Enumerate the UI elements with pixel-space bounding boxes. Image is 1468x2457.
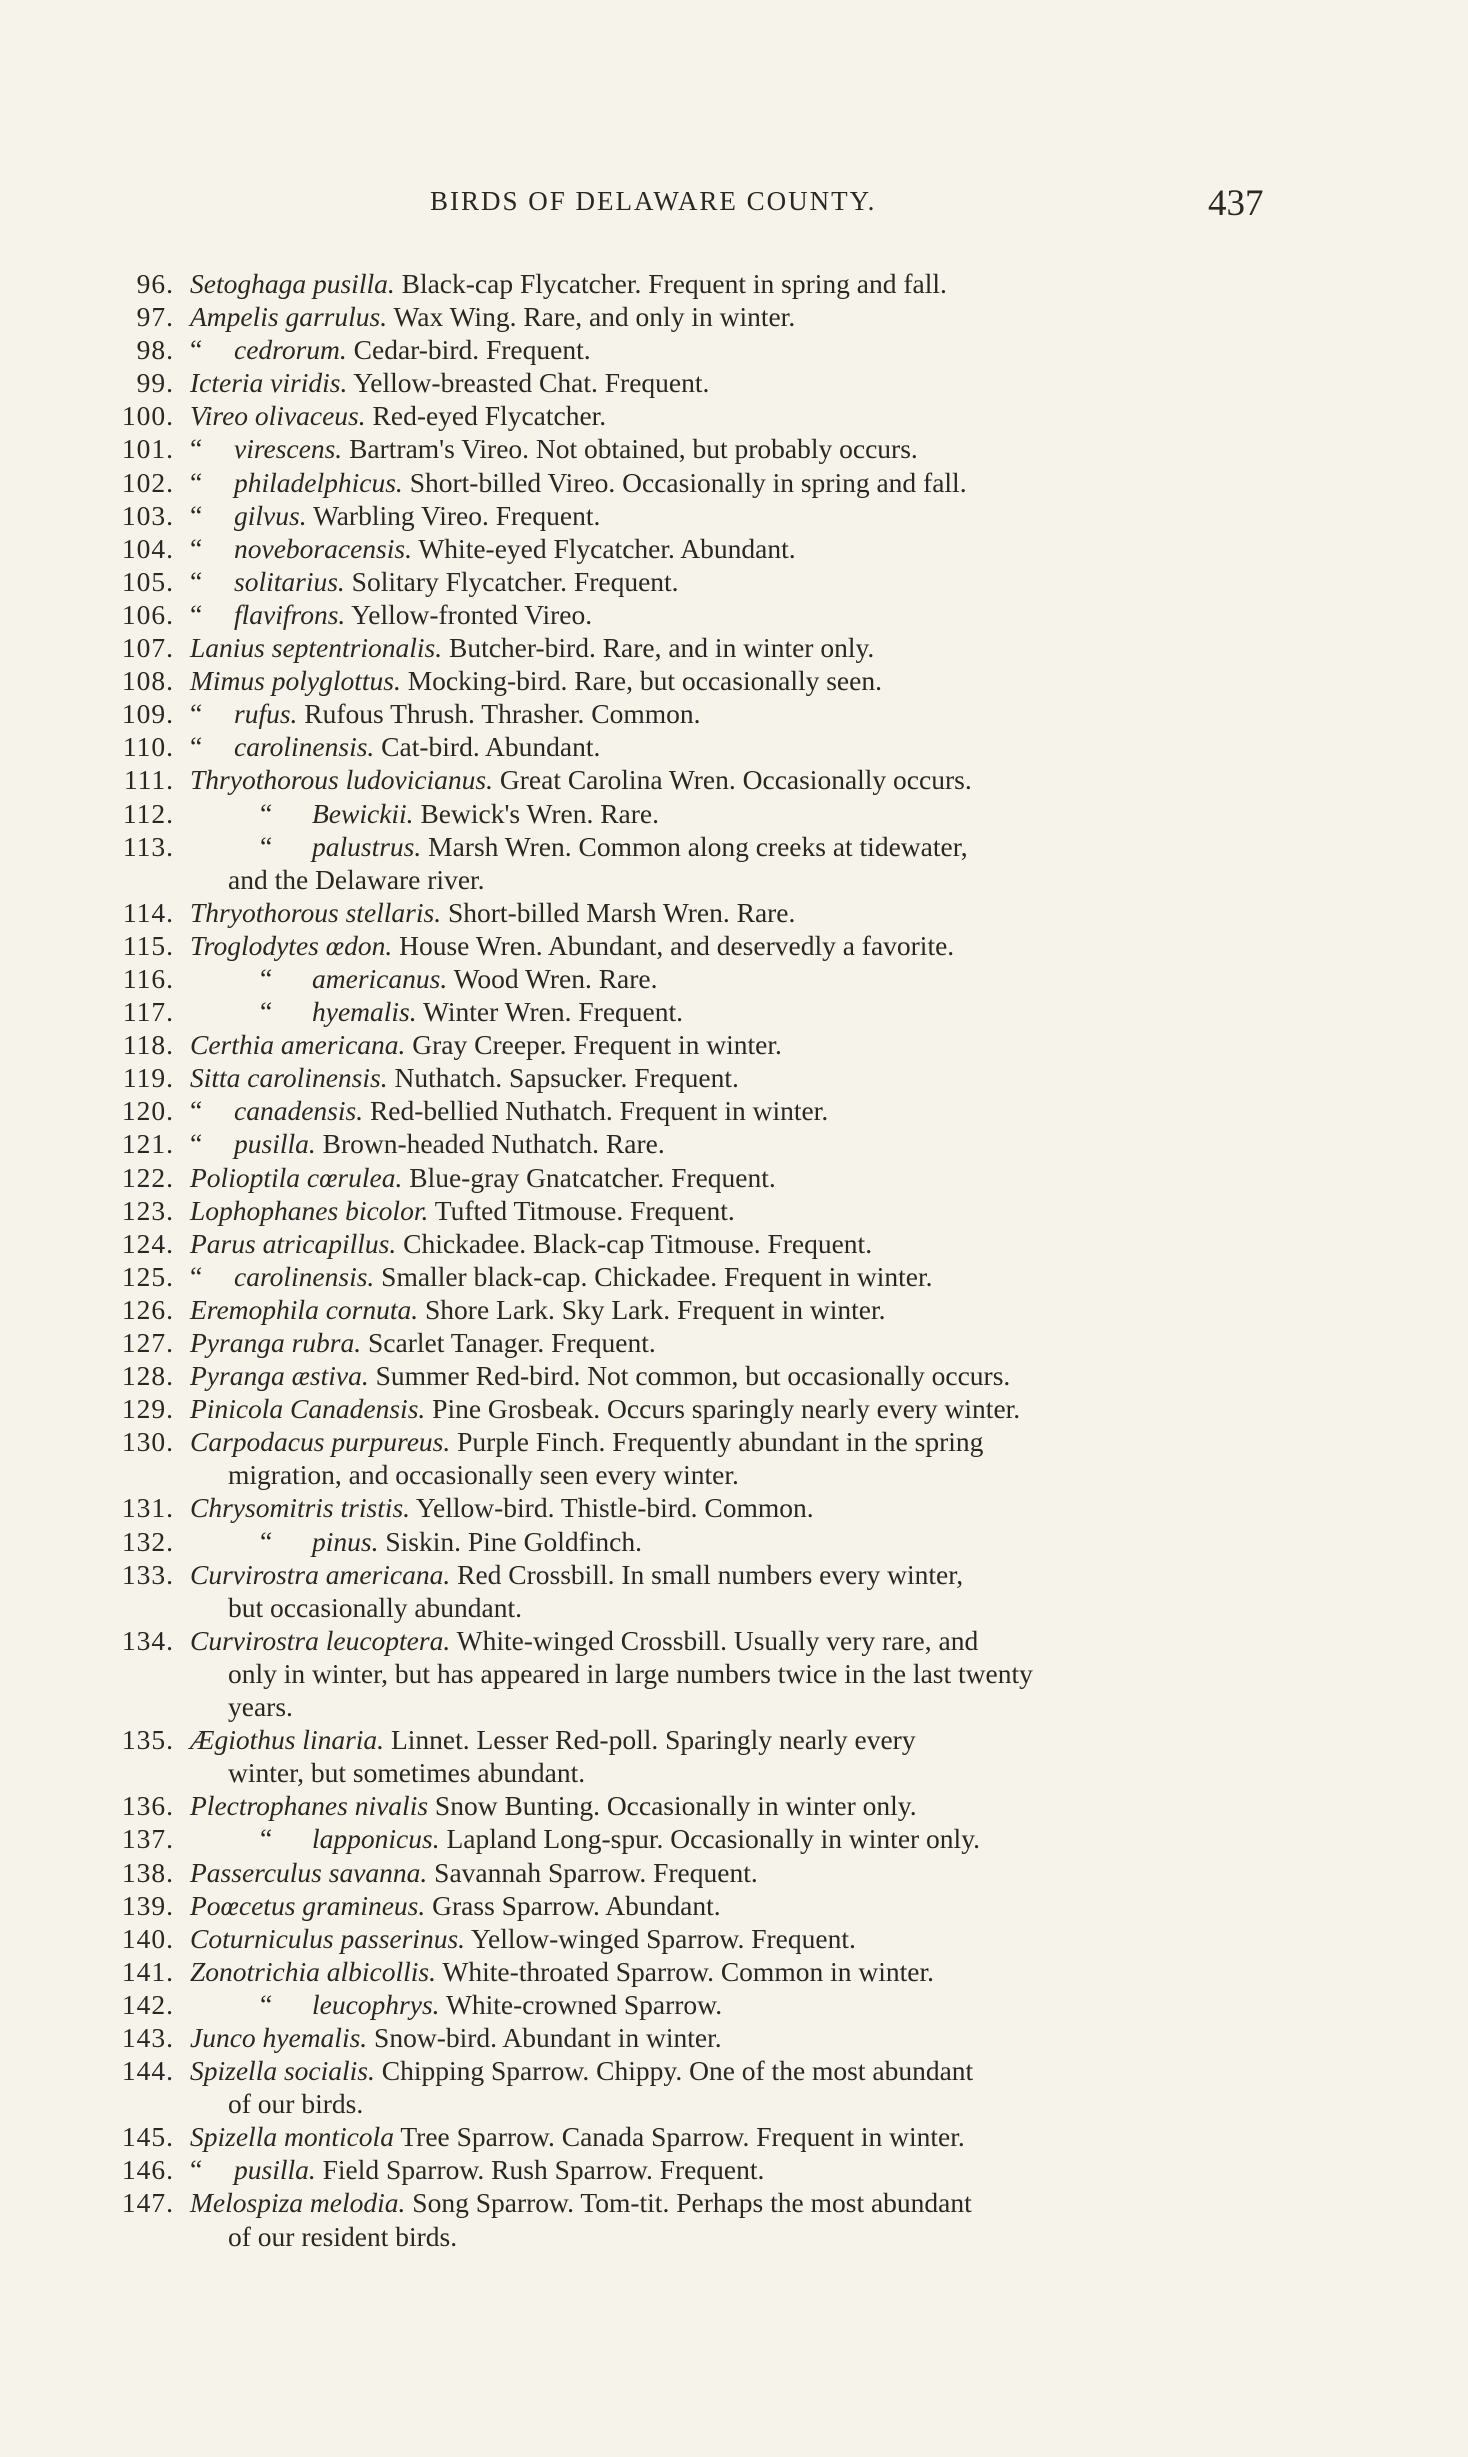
scientific-name: Spizella monticola bbox=[190, 2121, 394, 2153]
common-name-notes: Wax Wing. Rare, and only in winter. bbox=[393, 301, 796, 333]
entry-body bbox=[190, 995, 1275, 1028]
entry-continuation: of our birds. bbox=[228, 2088, 364, 2120]
species-entry bbox=[100, 962, 1275, 995]
entry-body bbox=[190, 763, 1275, 796]
entry-body bbox=[190, 366, 1275, 399]
ditto-mark: “ bbox=[190, 532, 203, 564]
scientific-name: Ægiothus linaria. bbox=[190, 1724, 385, 1756]
species-entry bbox=[100, 399, 1275, 432]
common-name-notes: Field Sparrow. Rush Sparrow. Frequent. bbox=[322, 2154, 765, 2186]
common-name-notes: Nuthatch. Sapsucker. Frequent. bbox=[394, 1062, 739, 1094]
entry-number: 109. bbox=[121, 698, 174, 730]
entry-number: 141. bbox=[121, 1955, 174, 1987]
scientific-name: leucophrys. bbox=[312, 1988, 440, 2020]
entry-body bbox=[190, 1491, 1275, 1524]
entry-number: 117. bbox=[122, 996, 174, 1028]
common-name-notes: Blue-gray Gnatcatcher. Frequent. bbox=[409, 1161, 776, 1193]
common-name-notes: Grass Sparrow. Abundant. bbox=[432, 1889, 721, 1921]
entry-number: 127. bbox=[121, 1327, 174, 1358]
entry-body bbox=[190, 1558, 1275, 1591]
entry-body bbox=[190, 697, 1275, 730]
entry-body bbox=[190, 499, 1275, 532]
common-name-notes: Solitary Flycatcher. Frequent. bbox=[351, 565, 679, 597]
common-name-notes: House Wren. Abundant, and deservedly a favorite. bbox=[399, 929, 955, 961]
scientific-name: lapponicus. bbox=[312, 1823, 440, 1855]
ditto-mark: “ bbox=[190, 565, 203, 597]
entry-number: 122. bbox=[121, 1161, 174, 1193]
species-entry bbox=[100, 532, 1275, 565]
entry-number: 139. bbox=[121, 1889, 174, 1921]
entry-body bbox=[190, 1127, 1275, 1160]
scientific-name: Junco hyemalis. bbox=[190, 2021, 368, 2053]
entry-body bbox=[190, 532, 1275, 565]
common-name-notes: Summer Red-bird. Not common, but occasionally occurs. bbox=[375, 1360, 1011, 1392]
entry-number: 118. bbox=[122, 1029, 174, 1061]
scientific-name: Pyranga æstiva. bbox=[190, 1360, 369, 1392]
scientific-name: gilvus. bbox=[234, 499, 307, 531]
entry-body bbox=[190, 399, 1275, 432]
common-name-notes: Scarlet Tanager. Frequent. bbox=[368, 1327, 656, 1358]
scientific-name: virescens. bbox=[234, 433, 343, 465]
species-entry bbox=[100, 2054, 1275, 2087]
entry-body bbox=[190, 565, 1275, 598]
common-name-notes: Smaller black-cap. Chickadee. Frequent in winter. bbox=[381, 1260, 933, 1292]
species-entry bbox=[100, 499, 1275, 532]
common-name-notes: Gray Creeper. Frequent in winter. bbox=[412, 1029, 782, 1061]
species-entry bbox=[100, 565, 1275, 598]
entry-body bbox=[190, 929, 1275, 962]
entry-number: 115. bbox=[122, 929, 174, 961]
entry-body bbox=[190, 1822, 1275, 1855]
ditto-mark bbox=[190, 797, 312, 830]
scientific-name: noveboracensis. bbox=[234, 532, 412, 564]
entry-body bbox=[190, 1624, 1275, 1657]
common-name-notes: Black-cap Flycatcher. Frequent in spring and fall. bbox=[401, 268, 947, 299]
entry-body bbox=[190, 1260, 1275, 1293]
common-name-notes: Winter Wren. Frequent. bbox=[423, 996, 684, 1028]
ditto-mark: “ bbox=[190, 334, 203, 366]
scientific-name: Curvirostra leucoptera. bbox=[190, 1624, 451, 1656]
ditto-mark-glyph: “ bbox=[260, 797, 273, 829]
ditto-mark-glyph: “ bbox=[260, 996, 273, 1028]
species-entry bbox=[100, 1161, 1275, 1194]
entry-body bbox=[190, 2021, 1275, 2054]
ditto-mark bbox=[190, 1525, 312, 1558]
scientific-name: Zonotrichia albicollis. bbox=[190, 1955, 436, 1987]
species-entry bbox=[100, 995, 1275, 1028]
scientific-name: pinus. bbox=[312, 1525, 379, 1557]
species-entry bbox=[100, 896, 1275, 929]
entry-number: 106. bbox=[121, 598, 174, 630]
entry-body bbox=[190, 1723, 1275, 1756]
entry-number: 136. bbox=[121, 1790, 174, 1822]
scientific-name: Plectrophanes nivalis bbox=[190, 1790, 429, 1822]
common-name-notes: Lapland Long-spur. Occasionally in winter only. bbox=[446, 1823, 981, 1855]
entry-body bbox=[190, 2120, 1275, 2153]
common-name-notes: Chipping Sparrow. Chippy. One of the most abundant bbox=[381, 2055, 974, 2087]
entry-body bbox=[190, 1161, 1275, 1194]
entry-number: 126. bbox=[121, 1293, 174, 1325]
scientific-name: Pyranga rubra. bbox=[190, 1327, 362, 1358]
scientific-name: Thryothorous ludovicianus. bbox=[190, 764, 494, 796]
species-list bbox=[100, 267, 1275, 2253]
entry-number: 140. bbox=[121, 1922, 174, 1954]
common-name-notes: Snow-bird. Abundant in winter. bbox=[374, 2021, 722, 2053]
entry-number: 143. bbox=[121, 2021, 174, 2053]
scientific-name: Thryothorous stellaris. bbox=[190, 896, 442, 928]
common-name-notes: Short-billed Marsh Wren. Rare. bbox=[447, 896, 796, 928]
entry-continuation: migration, and occasionally seen every winter. bbox=[228, 1459, 739, 1491]
species-entry bbox=[100, 333, 1275, 366]
common-name-notes: Short-billed Vireo. Occasionally in spring and fall. bbox=[409, 466, 967, 498]
entry-number: 120. bbox=[121, 1095, 174, 1127]
entry-body bbox=[190, 1028, 1275, 1061]
entry-number: 146. bbox=[121, 2154, 174, 2186]
species-entry bbox=[100, 300, 1275, 333]
scientific-name: Passerculus savanna. bbox=[190, 1856, 428, 1888]
entry-number: 135. bbox=[121, 1724, 174, 1756]
species-entry bbox=[100, 1922, 1275, 1955]
scientific-name: Icteria viridis. bbox=[190, 367, 348, 399]
common-name-notes: Shore Lark. Sky Lark. Frequent in winter. bbox=[425, 1293, 886, 1325]
entry-body bbox=[190, 1525, 1275, 1558]
species-entry bbox=[100, 1856, 1275, 1889]
entry-number: 116. bbox=[122, 962, 174, 994]
common-name-notes: Tufted Titmouse. Frequent. bbox=[434, 1194, 735, 1226]
common-name-notes: Pine Grosbeak. Occurs sparingly nearly every winter. bbox=[432, 1393, 1021, 1425]
entry-number: 142. bbox=[121, 1988, 174, 2020]
entry-number: 137. bbox=[121, 1823, 174, 1855]
species-entry bbox=[100, 1425, 1275, 1458]
common-name-notes: Linnet. Lesser Red-poll. Sparingly nearly every bbox=[390, 1724, 916, 1756]
scientific-name: solitarius. bbox=[234, 565, 345, 597]
entry-number: 144. bbox=[121, 2055, 174, 2087]
entry-number: 133. bbox=[121, 1558, 174, 1590]
scientific-name: Sitta carolinensis. bbox=[190, 1062, 388, 1094]
scientific-name: Polioptila cœrulea. bbox=[190, 1161, 403, 1193]
species-entry bbox=[100, 1061, 1275, 1094]
scientific-name: Parus atricapillus. bbox=[190, 1227, 397, 1259]
scientific-name: rufus. bbox=[234, 698, 298, 730]
species-entry bbox=[100, 1028, 1275, 1061]
common-name-notes: White-crowned Sparrow. bbox=[445, 1988, 723, 2020]
scientific-name: pusilla. bbox=[234, 2154, 316, 2186]
entry-number: 104. bbox=[121, 532, 174, 564]
entry-number: 123. bbox=[121, 1194, 174, 1226]
entry-number: 98. bbox=[136, 334, 174, 366]
entry-body bbox=[190, 1955, 1275, 1988]
common-name-notes: Rufous Thrush. Thrasher. Common. bbox=[304, 698, 701, 730]
entry-body bbox=[190, 1227, 1275, 1260]
scientific-name: Mimus polyglottus. bbox=[190, 665, 401, 697]
species-entry bbox=[100, 466, 1275, 499]
scientific-name: Eremophila cornuta. bbox=[190, 1293, 419, 1325]
entry-body bbox=[190, 1988, 1275, 2021]
common-name-notes: Red-bellied Nuthatch. Frequent in winter. bbox=[369, 1095, 829, 1127]
entry-number: 103. bbox=[121, 499, 174, 531]
entry-number: 138. bbox=[121, 1856, 174, 1888]
entry-number: 99. bbox=[136, 367, 174, 399]
species-entry bbox=[100, 598, 1275, 631]
species-entry bbox=[100, 1227, 1275, 1260]
scientific-name: Chrysomitris tristis. bbox=[190, 1492, 411, 1524]
scientific-name: Bewickii. bbox=[312, 797, 414, 829]
common-name-notes: Snow Bunting. Occasionally in winter only. bbox=[434, 1790, 917, 1822]
scientific-name: Melospiza melodia. bbox=[190, 2187, 406, 2219]
entry-continuation: but occasionally abundant. bbox=[228, 1591, 523, 1623]
entry-body bbox=[190, 631, 1275, 664]
entry-body bbox=[190, 300, 1275, 333]
scientific-name: americanus. bbox=[312, 962, 448, 994]
ditto-mark: “ bbox=[190, 466, 203, 498]
ditto-mark: “ bbox=[190, 598, 203, 630]
ditto-mark: “ bbox=[190, 2154, 203, 2186]
ditto-mark bbox=[190, 1988, 312, 2021]
scientific-name: Spizella socialis. bbox=[190, 2055, 375, 2087]
entry-body bbox=[190, 598, 1275, 631]
entry-body bbox=[190, 797, 1275, 830]
species-entry bbox=[100, 2153, 1275, 2186]
entry-number: 101. bbox=[121, 433, 174, 465]
entry-number: 121. bbox=[121, 1128, 174, 1160]
ditto-mark-glyph: “ bbox=[260, 1525, 273, 1557]
ditto-mark bbox=[190, 962, 312, 995]
common-name-notes: Mocking-bird. Rare, but occasionally seen. bbox=[407, 665, 882, 697]
species-entry bbox=[100, 1558, 1275, 1591]
entry-number: 102. bbox=[121, 466, 174, 498]
entry-continuation: and the Delaware river. bbox=[228, 863, 485, 895]
entry-body bbox=[190, 1293, 1275, 1326]
species-entry bbox=[100, 2186, 1275, 2219]
entry-body bbox=[190, 333, 1275, 366]
entry-body bbox=[190, 267, 1275, 300]
entry-continuation: winter, but sometimes abundant. bbox=[228, 1757, 586, 1789]
common-name-notes: Red Crossbill. In small numbers every winter, bbox=[457, 1558, 964, 1590]
scientific-name: cedrorum. bbox=[234, 334, 347, 366]
common-name-notes: Wood Wren. Rare. bbox=[453, 962, 658, 994]
ditto-mark: “ bbox=[190, 1095, 203, 1127]
common-name-notes: Yellow-fronted Vireo. bbox=[351, 598, 593, 630]
entry-number: 114. bbox=[122, 896, 174, 928]
species-entry bbox=[100, 1127, 1275, 1160]
common-name-notes: Yellow-bird. Thistle-bird. Common. bbox=[415, 1492, 814, 1524]
entry-number: 132. bbox=[121, 1525, 174, 1557]
entry-body bbox=[190, 1789, 1275, 1822]
ditto-mark-glyph: “ bbox=[260, 1823, 273, 1855]
species-entry bbox=[100, 1326, 1275, 1359]
common-name-notes: Bewick's Wren. Rare. bbox=[420, 797, 659, 829]
ditto-mark: “ bbox=[190, 433, 203, 465]
entry-number: 97. bbox=[136, 301, 174, 333]
species-entry bbox=[100, 1789, 1275, 1822]
entry-body bbox=[190, 962, 1275, 995]
species-entry bbox=[100, 1392, 1275, 1425]
entry-body bbox=[190, 2153, 1275, 2186]
common-name-notes: Cedar-bird. Frequent. bbox=[353, 334, 591, 366]
species-entry bbox=[100, 1359, 1275, 1392]
scientific-name: Setoghaga pusilla. bbox=[190, 268, 395, 299]
common-name-notes: Siskin. Pine Goldfinch. bbox=[385, 1525, 643, 1557]
entry-number: 128. bbox=[121, 1360, 174, 1392]
entry-number: 100. bbox=[121, 400, 174, 432]
species-entry bbox=[100, 929, 1275, 962]
running-title: BIRDS OF DELAWARE COUNTY. bbox=[430, 186, 877, 216]
ditto-mark-glyph: “ bbox=[260, 1988, 273, 2020]
entry-number: 119. bbox=[122, 1062, 174, 1094]
species-entry bbox=[100, 1293, 1275, 1326]
species-entry bbox=[100, 2120, 1275, 2153]
entry-body bbox=[190, 2054, 1275, 2087]
species-entry bbox=[100, 1723, 1275, 1756]
species-entry bbox=[100, 763, 1275, 796]
species-entry bbox=[100, 432, 1275, 465]
entry-body bbox=[190, 1194, 1275, 1227]
common-name-notes: Savannah Sparrow. Frequent. bbox=[434, 1856, 758, 1888]
common-name-notes: White-eyed Flycatcher. Abundant. bbox=[418, 532, 796, 564]
entry-body bbox=[190, 2186, 1275, 2219]
ditto-mark: “ bbox=[190, 1128, 203, 1160]
ditto-mark: “ bbox=[190, 1260, 203, 1292]
common-name-notes: White-winged Crossbill. Usually very rare, and bbox=[456, 1624, 979, 1656]
entry-number: 134. bbox=[121, 1624, 174, 1656]
entry-number: 129. bbox=[121, 1393, 174, 1425]
entry-body bbox=[190, 1425, 1275, 1458]
species-entry bbox=[100, 1988, 1275, 2021]
entry-body bbox=[190, 730, 1275, 763]
scientific-name: palustrus. bbox=[312, 830, 422, 862]
species-entry bbox=[100, 366, 1275, 399]
species-entry bbox=[100, 631, 1275, 664]
entry-number: 130. bbox=[121, 1426, 174, 1458]
entry-body bbox=[190, 1922, 1275, 1955]
scientific-name: canadensis. bbox=[234, 1095, 364, 1127]
ditto-mark: “ bbox=[190, 698, 203, 730]
scientific-name: Troglodytes œdon. bbox=[190, 929, 393, 961]
species-entry bbox=[100, 797, 1275, 830]
page-header bbox=[0, 182, 1468, 232]
scientific-name: Carpodacus purpureus. bbox=[190, 1426, 451, 1458]
species-entry bbox=[100, 1525, 1275, 1558]
common-name-notes: Purple Finch. Frequently abundant in the spring bbox=[457, 1426, 984, 1458]
entry-number: 108. bbox=[121, 665, 174, 697]
common-name-notes: Red-eyed Flycatcher. bbox=[372, 400, 607, 432]
entry-number: 105. bbox=[121, 565, 174, 597]
entry-continuation: only in winter, but has appeared in large numbers twice in the last twenty bbox=[228, 1657, 1033, 1689]
entry-number: 110. bbox=[122, 731, 174, 763]
entry-number: 125. bbox=[121, 1260, 174, 1292]
common-name-notes: Warbling Vireo. Frequent. bbox=[312, 499, 601, 531]
common-name-notes: White-throated Sparrow. Common in winter. bbox=[442, 1955, 934, 1987]
scientific-name: Certhia americana. bbox=[190, 1029, 406, 1061]
species-entry bbox=[100, 1624, 1275, 1657]
ditto-mark: “ bbox=[190, 499, 203, 531]
scientific-name: Poœcetus gramineus. bbox=[190, 1889, 426, 1921]
species-entry bbox=[100, 267, 1275, 300]
ditto-mark: “ bbox=[190, 731, 203, 763]
scientific-name: pusilla. bbox=[234, 1128, 316, 1160]
species-entry bbox=[100, 2021, 1275, 2054]
ditto-mark-glyph: “ bbox=[260, 962, 273, 994]
scientific-name: carolinensis. bbox=[234, 1260, 375, 1292]
page-number: 437 bbox=[1208, 183, 1264, 224]
scientific-name: hyemalis. bbox=[312, 996, 417, 1028]
entry-number: 147. bbox=[121, 2187, 174, 2219]
species-entry bbox=[100, 1491, 1275, 1524]
species-entry bbox=[100, 1094, 1275, 1127]
entry-body bbox=[190, 1094, 1275, 1127]
ditto-mark-glyph: “ bbox=[260, 830, 273, 862]
entry-body bbox=[190, 830, 1275, 863]
entry-continuation: of our resident birds. bbox=[228, 2220, 458, 2252]
scientific-name: carolinensis. bbox=[234, 731, 375, 763]
species-entry bbox=[100, 1194, 1275, 1227]
entry-body bbox=[190, 1856, 1275, 1889]
species-entry bbox=[100, 1822, 1275, 1855]
entry-body bbox=[190, 664, 1275, 697]
ditto-mark bbox=[190, 1822, 312, 1855]
species-entry bbox=[100, 730, 1275, 763]
entry-body bbox=[190, 1889, 1275, 1922]
entry-body bbox=[190, 1359, 1275, 1392]
entry-continuation: years. bbox=[228, 1691, 293, 1723]
species-entry bbox=[100, 830, 1275, 863]
common-name-notes: Chickadee. Black-cap Titmouse. Frequent. bbox=[403, 1227, 873, 1259]
common-name-notes: Bartram's Vireo. Not obtained, but probably occurs. bbox=[349, 433, 918, 465]
scientific-name: Coturniculus passerinus. bbox=[190, 1922, 466, 1954]
common-name-notes: Marsh Wren. Common along creeks at tidewater, bbox=[428, 830, 968, 862]
scientific-name: Vireo olivaceus. bbox=[190, 400, 366, 432]
common-name-notes: Cat-bird. Abundant. bbox=[381, 731, 601, 763]
entry-body bbox=[190, 896, 1275, 929]
scientific-name: Lanius septentrionalis. bbox=[190, 632, 443, 664]
common-name-notes: Yellow-breasted Chat. Frequent. bbox=[353, 367, 710, 399]
common-name-notes: Butcher-bird. Rare, and in winter only. bbox=[448, 632, 875, 664]
scientific-name: Ampelis garrulus. bbox=[190, 301, 388, 333]
entry-number: 145. bbox=[121, 2121, 174, 2153]
entry-number: 111. bbox=[123, 764, 174, 796]
scientific-name: flavifrons. bbox=[234, 598, 346, 630]
scientific-name: Curvirostra americana. bbox=[190, 1558, 451, 1590]
scientific-name: philadelphicus. bbox=[234, 466, 403, 498]
ditto-mark bbox=[190, 830, 312, 863]
common-name-notes: Song Sparrow. Tom-tit. Perhaps the most abundant bbox=[412, 2187, 972, 2219]
species-entry bbox=[100, 664, 1275, 697]
scientific-name: Pinicola Canadensis. bbox=[190, 1393, 426, 1425]
species-entry bbox=[100, 697, 1275, 730]
entry-number: 113. bbox=[122, 830, 174, 862]
scientific-name: Lophophanes bicolor. bbox=[190, 1194, 429, 1226]
species-entry bbox=[100, 1889, 1275, 1922]
common-name-notes: Great Carolina Wren. Occasionally occurs. bbox=[499, 764, 972, 796]
entry-number: 131. bbox=[121, 1492, 174, 1524]
species-entry bbox=[100, 1955, 1275, 1988]
entry-body bbox=[190, 1061, 1275, 1094]
species-entry bbox=[100, 1260, 1275, 1293]
common-name-notes: Brown-headed Nuthatch. Rare. bbox=[322, 1128, 665, 1160]
common-name-notes: Tree Sparrow. Canada Sparrow. Frequent in winter. bbox=[400, 2121, 965, 2153]
entry-body bbox=[190, 1326, 1275, 1359]
entry-number: 96. bbox=[136, 268, 174, 299]
ditto-mark bbox=[190, 995, 312, 1028]
entry-number: 124. bbox=[121, 1227, 174, 1259]
entry-body bbox=[190, 432, 1275, 465]
entry-body bbox=[190, 466, 1275, 499]
entry-number: 112. bbox=[122, 797, 174, 829]
common-name-notes: Yellow-winged Sparrow. Frequent. bbox=[470, 1922, 856, 1954]
entry-number: 107. bbox=[121, 632, 174, 664]
entry-body bbox=[190, 1392, 1275, 1425]
